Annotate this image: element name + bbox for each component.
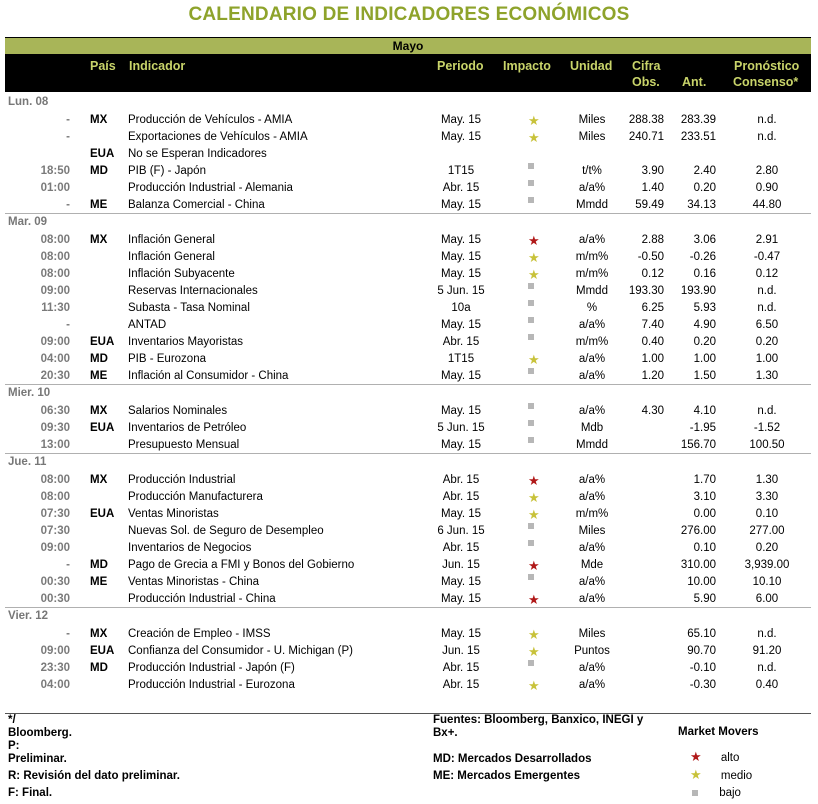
obs-cell: 2.88 (641, 234, 664, 246)
unit-cell: Mmdd (576, 199, 608, 211)
consensus-cell: 1.30 (755, 474, 779, 486)
time-cell: - (66, 114, 70, 126)
table-row: - MX Producción de Vehículos - AMIA May. 15 Miles 288.38 283.39 n.d. ★ (0, 112, 818, 129)
ant-cell: 233.51 (680, 131, 716, 143)
md-legend: MD: Mercados Desarrollados (433, 753, 592, 765)
day-separator (5, 213, 811, 214)
period-cell: May. 15 (440, 199, 482, 211)
consensus-cell: 0.90 (755, 182, 779, 194)
header-cifra: Cifra (632, 59, 661, 73)
obs-cell: 1.20 (641, 370, 664, 382)
period-cell: 5 Jun. 15 (437, 422, 485, 434)
period-cell: 1T15 (447, 353, 475, 365)
obs-cell: 3.90 (641, 165, 664, 177)
day-label: Vier. 12 (8, 610, 49, 622)
table-row (0, 146, 818, 163)
unit-cell: a/a% (578, 370, 606, 382)
table-row (0, 660, 818, 677)
consensus-cell: 0.40 (755, 679, 779, 691)
period-cell: May. 15 (440, 268, 482, 280)
unit-cell: m/m% (575, 508, 609, 520)
time-cell: 08:00 (40, 491, 70, 503)
header-obs: Obs. (632, 75, 660, 89)
period-cell: May. 15 (440, 593, 482, 605)
unit-cell: a/a% (578, 405, 606, 417)
time-cell: 09:00 (40, 645, 70, 657)
indicator-cell: Inventarios de Petróleo (128, 422, 247, 434)
table-row (0, 300, 818, 317)
obs-cell: -0.50 (637, 251, 664, 263)
ant-cell: 34.13 (687, 199, 716, 211)
consensus-cell: 277.00 (749, 525, 785, 537)
unit-cell: Miles (578, 114, 606, 126)
time-cell: - (66, 199, 70, 211)
period-cell: Jun. 15 (442, 559, 480, 571)
country-cell: ME (90, 199, 108, 211)
indicator-cell: Producción Industrial - Alemania (128, 182, 293, 194)
obs-cell: 1.40 (641, 182, 664, 194)
ant-cell: 283.39 (680, 114, 716, 126)
ant-cell: 2.40 (693, 165, 716, 177)
period-cell: May. 15 (440, 405, 482, 417)
table-row: - Exportaciones de Vehículos - AMIA May. 15 Miles 240.71 233.51 n.d. ★ (0, 129, 818, 146)
period-cell: May. 15 (440, 251, 482, 263)
unit-cell: a/a% (578, 353, 606, 365)
indicator-cell: Inventarios Mayoristas (128, 336, 244, 348)
header-pais: País (90, 59, 116, 73)
ant-cell: 1.70 (693, 474, 716, 486)
table-row (0, 420, 818, 437)
consensus-cell: 44.80 (752, 199, 782, 211)
indicator-cell: Presupuesto Mensual (128, 439, 240, 451)
table-row: 00:30 Producción Industrial - China May. 15 a/a% 5.90 6.00 ★ (0, 591, 818, 608)
time-cell: - (66, 131, 70, 143)
obs-cell: 6.25 (641, 302, 664, 314)
sources-line: Fuentes: Bloomberg, Banxico, INEGI y (433, 714, 644, 726)
legend-medio (690, 768, 752, 783)
unit-cell: a/a% (578, 234, 606, 246)
ant-cell: -1.95 (689, 422, 716, 434)
star-red-icon: ★ (690, 749, 702, 764)
time-cell: 00:30 (40, 576, 70, 588)
time-cell: 09:00 (40, 336, 70, 348)
country-cell: MX (90, 114, 108, 126)
table-row: 07:30 EUA Ventas Minoristas May. 15 m/m% 0.00 0.10 ★ (0, 506, 818, 523)
consensus-cell: 6.00 (755, 593, 779, 605)
unit-cell: Mmdd (576, 439, 608, 451)
time-cell: 01:00 (40, 182, 70, 194)
table-row (0, 540, 818, 557)
indicator-cell: PIB - Eurozona (128, 353, 206, 365)
unit-cell: Miles (578, 131, 606, 143)
country-cell: EUA (90, 422, 115, 434)
time-cell: - (66, 628, 70, 640)
consensus-cell: 0.10 (755, 508, 779, 520)
time-cell: - (66, 559, 70, 571)
page-title: CALENDARIO DE INDICADORES ECONÓMICOS (188, 4, 630, 25)
ant-cell: 193.90 (680, 285, 716, 297)
unit-cell: a/a% (578, 182, 606, 194)
consensus-cell: n.d. (757, 114, 777, 126)
star-yellow-icon: ★ (690, 767, 702, 782)
consensus-cell: 3.30 (755, 491, 779, 503)
unit-cell: Miles (578, 628, 606, 640)
unit-cell: a/a% (578, 319, 606, 331)
obs-cell: 7.40 (641, 319, 664, 331)
table-row (0, 334, 818, 351)
table-row: - MD Pago de Grecia a FMI y Bonos del Gobierno Jun. 15 Mde 310.00 3,939.00 ★ (0, 557, 818, 574)
time-cell: 07:30 (40, 508, 70, 520)
header-periodo: Periodo (437, 59, 484, 73)
time-cell: 11:30 (41, 302, 70, 314)
ant-cell: 310.00 (680, 559, 716, 571)
consensus-cell: 2.91 (755, 234, 779, 246)
ant-cell: 1.50 (693, 370, 716, 382)
time-cell: 08:00 (40, 474, 70, 486)
period-cell: 6 Jun. 15 (437, 525, 485, 537)
country-cell: ME (90, 370, 108, 382)
unit-cell: m/m% (575, 251, 609, 263)
header-unidad: Unidad (570, 59, 613, 73)
ant-cell: 3.06 (693, 234, 716, 246)
period-cell: 5 Jun. 15 (437, 285, 485, 297)
table-row: 09:00 EUA Confianza del Consumidor - U. Michigan (P) Jun. 15 Puntos 90.70 91.20 ★ (0, 643, 818, 660)
country-cell: EUA (90, 336, 115, 348)
unit-cell: a/a% (578, 474, 606, 486)
unit-cell: t/t% (582, 165, 602, 177)
day-label: Jue. 11 (8, 456, 47, 468)
ant-cell: 4.10 (693, 405, 716, 417)
country-cell: MX (90, 628, 108, 640)
consensus-cell: 0.12 (755, 268, 779, 280)
table-row (0, 180, 818, 197)
ant-cell: 0.10 (693, 542, 716, 554)
note-line: P: (8, 740, 20, 752)
unit-cell: a/a% (578, 593, 606, 605)
table-row (0, 523, 818, 540)
consensus-cell: n.d. (757, 628, 777, 640)
indicator-cell: Inflación Subyacente (128, 268, 235, 280)
day-separator (5, 384, 811, 385)
unit-cell: Mmdd (576, 285, 608, 297)
country-cell: EUA (90, 508, 115, 520)
header-consenso: Consenso* (733, 75, 799, 89)
ant-cell: 0.20 (693, 336, 716, 348)
period-cell: Abr. 15 (442, 182, 480, 194)
consensus-cell: 1.00 (755, 353, 779, 365)
me-legend: ME: Mercados Emergentes (433, 770, 580, 782)
period-cell: May. 15 (440, 576, 482, 588)
consensus-cell: 91.20 (752, 645, 782, 657)
period-cell: Abr. 15 (442, 491, 480, 503)
table-row: 08:00 Producción Manufacturera Abr. 15 a/a% 3.10 3.30 ★ (0, 489, 818, 506)
day-label: Mier. 10 (8, 387, 51, 399)
obs-cell: 1.00 (641, 353, 664, 365)
time-cell: 08:00 (40, 251, 70, 263)
unit-cell: Miles (578, 525, 606, 537)
indicator-cell: Salarios Nominales (128, 405, 228, 417)
indicator-cell: Balanza Comercial - China (128, 199, 265, 211)
indicator-cell: Producción Industrial - Japón (F) (128, 662, 295, 674)
period-cell: May. 15 (440, 131, 482, 143)
table-row: 08:00 Inflación Subyacente May. 15 m/m% 0.12 0.16 0.12 ★ (0, 266, 818, 283)
obs-cell: 193.30 (628, 285, 664, 297)
period-cell: Abr. 15 (442, 542, 480, 554)
header-impacto: Impacto (503, 59, 551, 73)
note-line: Preliminar. (8, 753, 67, 765)
ant-cell: 5.93 (693, 302, 716, 314)
day-label: Lun. 08 (8, 96, 49, 108)
table-row (0, 574, 818, 591)
time-cell: 09:00 (40, 542, 70, 554)
unit-cell: a/a% (578, 576, 606, 588)
time-cell: 23:30 (40, 662, 70, 674)
obs-cell: 0.12 (641, 268, 664, 280)
time-cell: 18:50 (40, 165, 70, 177)
consensus-cell: -1.52 (753, 422, 781, 434)
ant-cell: 90.70 (687, 645, 716, 657)
consensus-cell: 2.80 (755, 165, 779, 177)
period-cell: Abr. 15 (442, 474, 480, 486)
ant-cell: 10.00 (687, 576, 716, 588)
country-cell: EUA (90, 645, 115, 657)
table-row: 08:00 Inflación General May. 15 m/m% -0.50 -0.26 -0.47 ★ (0, 249, 818, 266)
ant-cell: 1.00 (693, 353, 716, 365)
unit-cell: % (586, 302, 598, 314)
month-bar: Mayo (5, 37, 811, 55)
consensus-cell: n.d. (757, 285, 777, 297)
legend-bajo (692, 786, 741, 800)
indicator-cell: Producción de Vehículos - AMIA (128, 114, 293, 126)
table-row (0, 368, 818, 385)
square-gray-icon (692, 790, 698, 796)
market-movers-title: Market Movers (678, 726, 759, 738)
indicator-cell: Producción Industrial - Eurozona (128, 679, 295, 691)
obs-cell: 240.71 (628, 131, 664, 143)
time-cell: 07:30 (40, 525, 70, 537)
note-line: */ (8, 714, 16, 726)
time-cell: 04:00 (40, 353, 70, 365)
period-cell: May. 15 (440, 234, 482, 246)
indicator-cell: Inflación al Consumidor - China (128, 370, 289, 382)
consensus-cell: 100.50 (749, 439, 785, 451)
legend-medio-label: medio (720, 770, 753, 782)
consensus-cell: 0.20 (755, 542, 779, 554)
note-line: Bloomberg. (8, 727, 72, 739)
ant-cell: 0.16 (693, 268, 716, 280)
table-row (0, 437, 818, 454)
time-cell: 00:30 (40, 593, 70, 605)
obs-cell: 4.30 (641, 405, 664, 417)
period-cell: May. 15 (440, 628, 482, 640)
indicator-cell: Subasta - Tasa Nominal (128, 302, 250, 314)
time-cell: 09:30 (40, 422, 70, 434)
header-indicador: Indicador (129, 59, 186, 73)
time-cell: 08:00 (40, 234, 70, 246)
legend-bajo-label: bajo (719, 787, 741, 799)
legend-alto (690, 750, 739, 765)
table-row: 08:00 MX Inflación General May. 15 a/a% 2.88 3.06 2.91 ★ (0, 232, 818, 249)
time-cell: 09:00 (40, 285, 70, 297)
ant-cell: 5.90 (693, 593, 716, 605)
unit-cell: a/a% (578, 679, 606, 691)
period-cell: May. 15 (440, 319, 482, 331)
ant-cell: -0.30 (689, 679, 716, 691)
consensus-cell: n.d. (757, 662, 777, 674)
indicator-cell: Nuevas Sol. de Seguro de Desempleo (128, 525, 324, 537)
consensus-cell: 10.10 (752, 576, 782, 588)
indicator-cell: Inventarios de Negocios (128, 542, 252, 554)
indicator-cell: ANTAD (128, 319, 167, 331)
country-cell: MX (90, 405, 108, 417)
ant-cell: 65.10 (687, 628, 716, 640)
day-separator (5, 607, 811, 608)
country-cell: MX (90, 234, 108, 246)
consensus-cell: 3,939.00 (744, 559, 790, 571)
indicator-cell: Inflación General (128, 234, 215, 246)
table-row (0, 403, 818, 420)
period-cell: Abr. 15 (442, 336, 480, 348)
country-cell: MX (90, 474, 108, 486)
indicator-cell: PIB (F) - Japón (128, 165, 206, 177)
legend-alto-label: alto (720, 752, 740, 764)
indicator-cell: Ventas Minoristas - China (128, 576, 260, 588)
header-pronostico: Pronóstico (734, 59, 800, 73)
country-cell: MD (90, 353, 108, 365)
country-cell: MD (90, 165, 108, 177)
ant-cell: 4.90 (693, 319, 716, 331)
period-cell: Jun. 15 (442, 645, 480, 657)
table-row: 08:00 MX Producción Industrial Abr. 15 a/a% 1.70 1.30 ★ (0, 472, 818, 489)
footer-sources (433, 714, 643, 740)
consensus-cell: n.d. (757, 131, 777, 143)
unit-cell: Puntos (574, 645, 610, 657)
country-cell: ME (90, 576, 108, 588)
country-cell: EUA (90, 148, 115, 160)
consensus-cell: 0.20 (755, 336, 779, 348)
table-row: 04:00 Producción Industrial - Eurozona Abr. 15 a/a% -0.30 0.40 ★ (0, 677, 818, 694)
country-cell: MD (90, 662, 108, 674)
note-line: R: Revisión del dato preliminar. (8, 770, 180, 782)
indicator-cell: Producción Industrial - China (128, 593, 276, 605)
indicator-cell: Producción Manufacturera (128, 491, 263, 503)
indicator-cell: Producción Industrial (128, 474, 236, 486)
indicator-cell: Creación de Empleo - IMSS (128, 628, 271, 640)
unit-cell: a/a% (578, 491, 606, 503)
consensus-cell: 1.30 (755, 370, 779, 382)
obs-cell: 59.49 (635, 199, 664, 211)
consensus-cell: n.d. (757, 405, 777, 417)
ant-cell: 156.70 (680, 439, 716, 451)
unit-cell: Mde (580, 559, 604, 571)
unit-cell: a/a% (578, 662, 606, 674)
unit-cell: m/m% (575, 336, 609, 348)
ant-cell: 0.00 (693, 508, 716, 520)
time-cell: 04:00 (40, 679, 70, 691)
day-label: Mar. 09 (8, 216, 47, 228)
period-cell: 1T15 (447, 165, 475, 177)
unit-cell: a/a% (578, 542, 606, 554)
ant-cell: -0.26 (689, 251, 716, 263)
table-row (0, 197, 818, 214)
unit-cell: Mdb (580, 422, 604, 434)
period-cell: May. 15 (440, 439, 482, 451)
ant-cell: 0.20 (693, 182, 716, 194)
consensus-cell: 6.50 (755, 319, 779, 331)
ant-cell: 276.00 (680, 525, 716, 537)
period-cell: 10a (451, 302, 471, 314)
period-cell: May. 15 (440, 114, 482, 126)
time-cell: 13:00 (40, 439, 70, 451)
sources-line: Bx+. (433, 727, 458, 739)
time-cell: - (66, 319, 70, 331)
table-row: - MX Creación de Empleo - IMSS May. 15 Miles 65.10 n.d. ★ (0, 626, 818, 643)
indicator-cell: Inflación General (128, 251, 215, 263)
period-cell: May. 15 (440, 370, 482, 382)
obs-cell: 0.40 (641, 336, 664, 348)
table-header (5, 54, 811, 92)
period-cell: Abr. 15 (442, 662, 480, 674)
country-cell: MD (90, 559, 108, 571)
table-row: 04:00 MD PIB - Eurozona 1T15 a/a% 1.00 1.00 1.00 ★ (0, 351, 818, 368)
ant-cell: 3.10 (693, 491, 716, 503)
table-row (0, 317, 818, 334)
indicator-cell: Ventas Minoristas (128, 508, 219, 520)
note-line: F: Final. (8, 787, 53, 799)
time-cell: 08:00 (40, 268, 70, 280)
indicator-cell: Reservas Internacionales (128, 285, 258, 297)
time-cell: 20:30 (40, 370, 70, 382)
indicator-cell: Confianza del Consumidor - U. Michigan (P) (128, 645, 353, 657)
unit-cell: m/m% (575, 268, 609, 280)
day-separator (5, 453, 811, 454)
ant-cell: -0.10 (689, 662, 716, 674)
indicator-cell: Exportaciones de Vehículos - AMIA (128, 131, 308, 143)
table-row (0, 163, 818, 180)
time-cell: 06:30 (40, 405, 70, 417)
table-row (0, 283, 818, 300)
period-cell: Abr. 15 (442, 679, 480, 691)
indicator-cell: No se Esperan Indicadores (128, 148, 267, 160)
consensus-cell: -0.47 (753, 251, 781, 263)
obs-cell: 288.38 (628, 114, 664, 126)
indicator-cell: Pago de Grecia a FMI y Bonos del Gobierno (128, 559, 355, 571)
footer-notes (8, 714, 180, 800)
period-cell: May. 15 (440, 508, 482, 520)
header-ant: Ant. (682, 75, 707, 89)
consensus-cell: n.d. (757, 302, 777, 314)
